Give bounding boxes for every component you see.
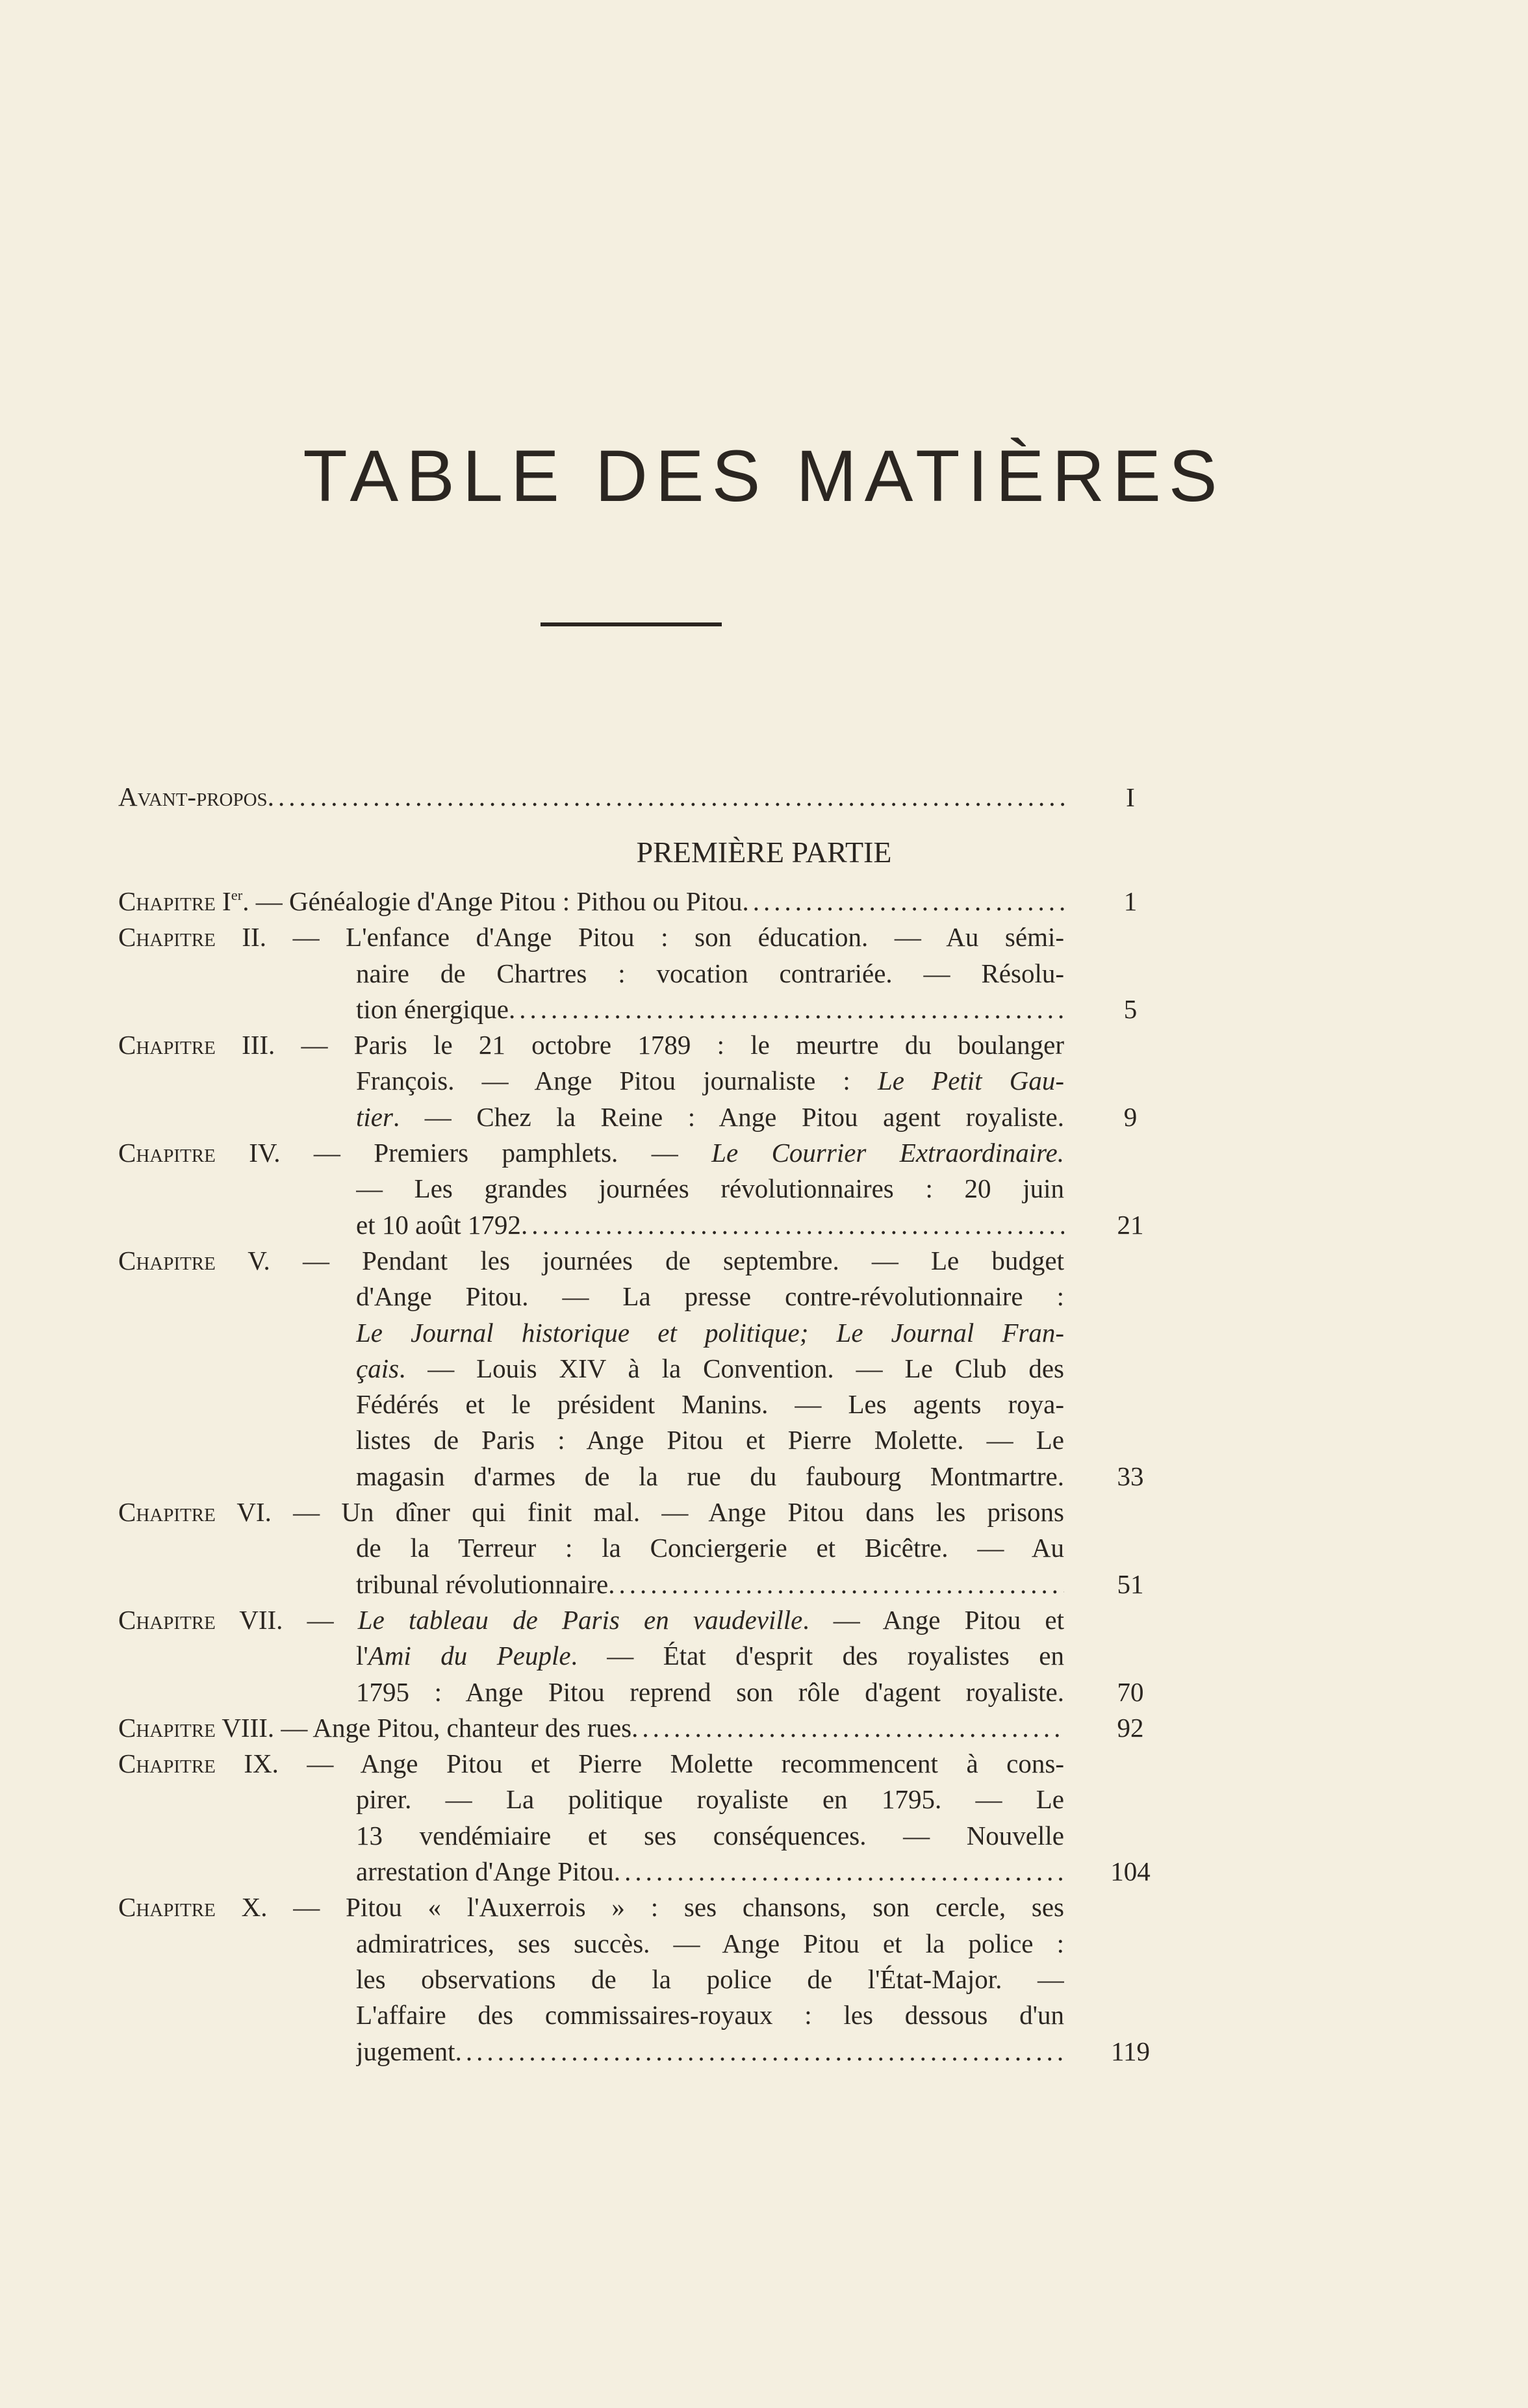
toc-entry-chapter: [118, 1027, 1064, 1135]
dot-leader: [509, 992, 1064, 1027]
entry-line: [118, 1602, 1064, 1638]
chapter-dash: —: [280, 1138, 374, 1168]
toc-entry-chapter: [118, 884, 1064, 919]
entry-line: [118, 884, 1064, 919]
page-number-spacer: [1091, 1422, 1169, 1458]
chapter-dash: —: [278, 1748, 361, 1779]
entry-line: [356, 1279, 1064, 1314]
toc-entry-chapter: [118, 1710, 1064, 1746]
italic-title-text: Ami du Peuple: [368, 1641, 571, 1671]
chapter-dash: —: [283, 1604, 358, 1635]
toc-entry-chapter: [118, 1243, 1064, 1494]
toc-entry-chapter: [118, 1602, 1064, 1710]
entry-text: Ange Pitou, chanteur des rues: [312, 1712, 632, 1743]
italic-title-text: tier: [356, 1101, 393, 1132]
page-number-spacer: [1091, 1746, 1169, 1782]
entry-line: [356, 1926, 1064, 1962]
toc-entry-avant-propos: [118, 779, 1064, 815]
entry-line: [118, 1494, 1064, 1530]
page-number-spacer: [1091, 1243, 1169, 1279]
dot-leader: [608, 1567, 1064, 1602]
chapter-label: [118, 1246, 362, 1275]
chapter-word: Chapitre: [118, 1748, 216, 1779]
page-number-spacer: [1091, 1135, 1169, 1171]
entry-text: arrestation d'Ange Pitou: [356, 1856, 614, 1887]
entry-text: les observations de la police de l'État-Major. —: [356, 1964, 1064, 1994]
page-number-spacer: [1091, 1279, 1169, 1314]
page-number-spacer: [1091, 1889, 1169, 1925]
entry-line: [356, 1207, 1064, 1243]
entry-line: [118, 1746, 1064, 1782]
entry-line: [356, 1567, 1064, 1602]
page-number-spacer: [1091, 1027, 1169, 1063]
page-number: 104: [1110, 1856, 1151, 1887]
chapter-number: II.: [242, 922, 266, 953]
entry-text: . — Louis XIV à la Convention. — Le Club des: [399, 1353, 1064, 1383]
page-number: 9: [1123, 1101, 1138, 1132]
toc-entry-chapter: [118, 1494, 1064, 1602]
entry-text: tion énergique: [356, 993, 509, 1024]
entry-line: [118, 1710, 1064, 1746]
dot-leader: [743, 884, 1064, 919]
ordinal-superscript: er: [231, 887, 243, 904]
entry-line: [118, 1027, 1064, 1063]
entry-text: de la Terreur : la Conciergerie et Bicêtre. — Au: [356, 1533, 1064, 1563]
dot-leader: [268, 779, 1064, 815]
page-number-spacer: [1091, 1315, 1169, 1351]
chapter-number: III.: [242, 1030, 275, 1060]
entry-text: Fédérés et le président Manins. — Les agents roya-: [356, 1389, 1064, 1420]
entry-line: [356, 1782, 1064, 1817]
entry-text: L'affaire des commissaires-royaux : les dessous d'un: [356, 2000, 1064, 2030]
chapter-word: Chapitre: [118, 1245, 216, 1275]
page-number-spacer: [1091, 1602, 1169, 1638]
italic-title-text: Le Petit Gau-: [878, 1066, 1064, 1096]
entry-line: [118, 1243, 1064, 1279]
entry-line: [356, 1351, 1064, 1387]
chapter-number: VIII.: [222, 1712, 275, 1743]
italic-title-text: Le tableau de Paris en vaudeville: [357, 1604, 803, 1635]
entry-line: [356, 1387, 1064, 1422]
entry-line: [356, 1099, 1064, 1135]
entry-line: [356, 992, 1064, 1027]
part-heading: PREMIÈRE PARTIE: [636, 836, 892, 869]
chapter-dash: —: [266, 922, 346, 953]
entry-text: d'Ange Pitou. — La presse contre-révolutionnaire :: [356, 1281, 1064, 1312]
title-rule-divider: [541, 622, 722, 626]
page-number-spacer: [1091, 1926, 1169, 1962]
table-of-contents: [118, 884, 1064, 2069]
page-number-spacer: [1091, 1351, 1169, 1387]
entry-text: Un dîner qui finit mal. — Ange Pitou dans les prisons: [341, 1497, 1064, 1528]
page-number: 5: [1123, 993, 1138, 1024]
italic-title-text: Le Journal historique et politique; Le Journal Fran-: [356, 1317, 1064, 1348]
page-number-spacer: [1091, 1530, 1169, 1566]
page-number-spacer: [1091, 1171, 1169, 1207]
chapter-number: IX.: [244, 1748, 279, 1779]
dot-leader: [631, 1710, 1064, 1746]
chapter-label: [118, 1030, 354, 1060]
entry-line: [356, 1638, 1064, 1674]
entry-label: Avant-propos: [118, 782, 268, 812]
entry-line: [356, 1854, 1064, 1889]
page-number-column: [1091, 884, 1169, 2069]
page-number-spacer: [1091, 1387, 1169, 1422]
entry-text: magasin d'armes de la rue du faubourg Montmartre.: [356, 1461, 1064, 1491]
dot-leader: [614, 1854, 1064, 1889]
entry-text: listes de Paris : Ange Pitou et Pierre Molette. — Le: [356, 1425, 1064, 1455]
page-number: 1: [1123, 886, 1138, 916]
toc-entry-chapter: [118, 1135, 1064, 1243]
entry-line: [356, 1530, 1064, 1566]
entry-text: [118, 884, 743, 919]
chapter-dash: . —: [242, 886, 289, 916]
chapter-label: [118, 1713, 312, 1743]
entry-line: [118, 1135, 1064, 1171]
toc-entry-chapter: [118, 919, 1064, 1027]
chapter-number: X.: [241, 1892, 268, 1923]
page-number-spacer: [1091, 1962, 1169, 1997]
entry-line: [118, 1889, 1064, 1925]
entry-line: [356, 1459, 1064, 1494]
entry-text: [356, 1207, 521, 1243]
chapter-label: [118, 1605, 358, 1635]
chapter-label: [118, 886, 289, 916]
entry-line: [356, 1315, 1064, 1351]
chapter-word: Chapitre: [118, 1604, 216, 1635]
entry-text: 1795 : Ange Pitou reprend son rôle d'agent royaliste.: [356, 1676, 1064, 1707]
chapter-number: VI.: [236, 1497, 272, 1528]
chapter-label: [118, 922, 346, 952]
dot-leader: [455, 2034, 1064, 2069]
italic-title-text: çais: [356, 1353, 400, 1383]
page-number-spacer: [1091, 1782, 1169, 1817]
page-number: 92: [1117, 1712, 1144, 1743]
page-number-spacer: [1091, 1494, 1169, 1530]
page-number-spacer: [1091, 1997, 1169, 2033]
entry-line: [356, 2034, 1064, 2069]
entry-text: naire de Chartres : vocation contrariée. — Résolu-: [356, 958, 1064, 988]
page-number-spacer: [1091, 1063, 1169, 1099]
toc-entry-chapter: [118, 1746, 1064, 1889]
chapter-dash: —: [271, 1497, 342, 1528]
chapter-word: Chapitre: [118, 922, 216, 953]
entry-text: L'enfance d'Ange Pitou : son éducation. — Au sémi-: [346, 922, 1064, 953]
entry-text: [356, 992, 509, 1027]
entry-text: Pendant les journées de septembre. — Le budget: [362, 1245, 1064, 1275]
entry-text: [356, 2034, 455, 2069]
entry-text: 13 vendémiaire et ses conséquences. — Nouvelle: [356, 1820, 1064, 1851]
entry-line: [356, 956, 1064, 992]
page-number: 33: [1117, 1461, 1144, 1491]
page-number-spacer: [1091, 1638, 1169, 1674]
chapter-number: V.: [248, 1245, 270, 1275]
chapter-number: I: [222, 886, 231, 916]
entry-text: pirer. — La politique royaliste en 1795. — Le: [356, 1784, 1064, 1815]
chapter-dash: —: [267, 1892, 346, 1923]
entry-text: admiratrices, ses succès. — Ange Pitou et la police :: [356, 1928, 1064, 1958]
entry-text: Premiers pamphlets. —: [374, 1138, 712, 1168]
entry-text: François. — Ange Pitou journaliste :: [356, 1066, 878, 1096]
page-number-spacer: [1091, 919, 1169, 955]
entry-text: et 10 août 1792: [356, 1209, 521, 1240]
chapter-dash: —: [270, 1245, 363, 1275]
entry-text: [356, 1567, 608, 1602]
page-number-spacer: [1091, 956, 1169, 992]
page-number: 51: [1117, 1569, 1144, 1599]
page-title: TABLE DES MATIÈRES: [303, 435, 1225, 517]
chapter-word: Chapitre: [118, 1030, 216, 1060]
chapter-label: [118, 1497, 341, 1527]
entry-line: [356, 1422, 1064, 1458]
chapter-dash: —: [274, 1712, 313, 1743]
chapter-label: [118, 1748, 361, 1778]
chapter-word: Chapitre: [118, 1497, 216, 1528]
entry-text: . — Chez la Reine : Ange Pitou agent royaliste.: [392, 1101, 1064, 1132]
entry-line: [118, 919, 1064, 955]
entry-text: Généalogie d'Ange Pitou : Pithou ou Pitou: [288, 886, 743, 916]
entry-text: Pitou « l'Auxerrois » : ses chansons, son cercle, ses: [346, 1892, 1064, 1923]
entry-text: . — Ange Pitou et: [802, 1604, 1064, 1635]
entry-line: [356, 1818, 1064, 1854]
entry-text: — Les grandes journées révolutionnaires : 20 juin: [356, 1173, 1064, 1204]
toc-entry-chapter: [118, 1889, 1064, 2069]
chapter-label: [118, 1892, 346, 1922]
entry-line: [356, 1997, 1064, 2033]
italic-title-text: Le Courrier Extraordinaire.: [711, 1138, 1064, 1168]
entry-text: jugement: [356, 2036, 455, 2066]
entry-line: [356, 1962, 1064, 1997]
entry-text: [356, 1854, 614, 1889]
page-number-spacer: [1091, 1818, 1169, 1854]
entry-line: [356, 1063, 1064, 1099]
entry-text: tribunal révolutionnaire: [356, 1569, 609, 1599]
chapter-word: Chapitre: [118, 1138, 216, 1168]
entry-text: Ange Pitou et Pierre Molette recommencent à cons-: [360, 1748, 1064, 1779]
entry-line: [356, 1674, 1064, 1710]
entry-line: [356, 1171, 1064, 1207]
dot-leader: [521, 1207, 1064, 1243]
entry-text: [118, 1710, 631, 1746]
chapter-dash: —: [275, 1030, 354, 1060]
entry-text: l': [356, 1641, 368, 1671]
chapter-label: [118, 1138, 374, 1168]
page-number: I: [1126, 782, 1135, 812]
chapter-number: IV.: [249, 1138, 281, 1168]
page-number: 70: [1117, 1676, 1144, 1707]
chapter-word: Chapitre: [118, 886, 216, 916]
chapter-word: Chapitre: [118, 1892, 216, 1923]
page-number: 21: [1117, 1209, 1144, 1240]
page-number: 119: [1111, 2036, 1150, 2066]
entry-text: Paris le 21 octobre 1789 : le meurtre du boulanger: [353, 1030, 1064, 1060]
entry-text: . — État d'esprit des royalistes en: [570, 1641, 1064, 1671]
chapter-word: Chapitre: [118, 1712, 216, 1743]
chapter-number: VII.: [239, 1604, 283, 1635]
